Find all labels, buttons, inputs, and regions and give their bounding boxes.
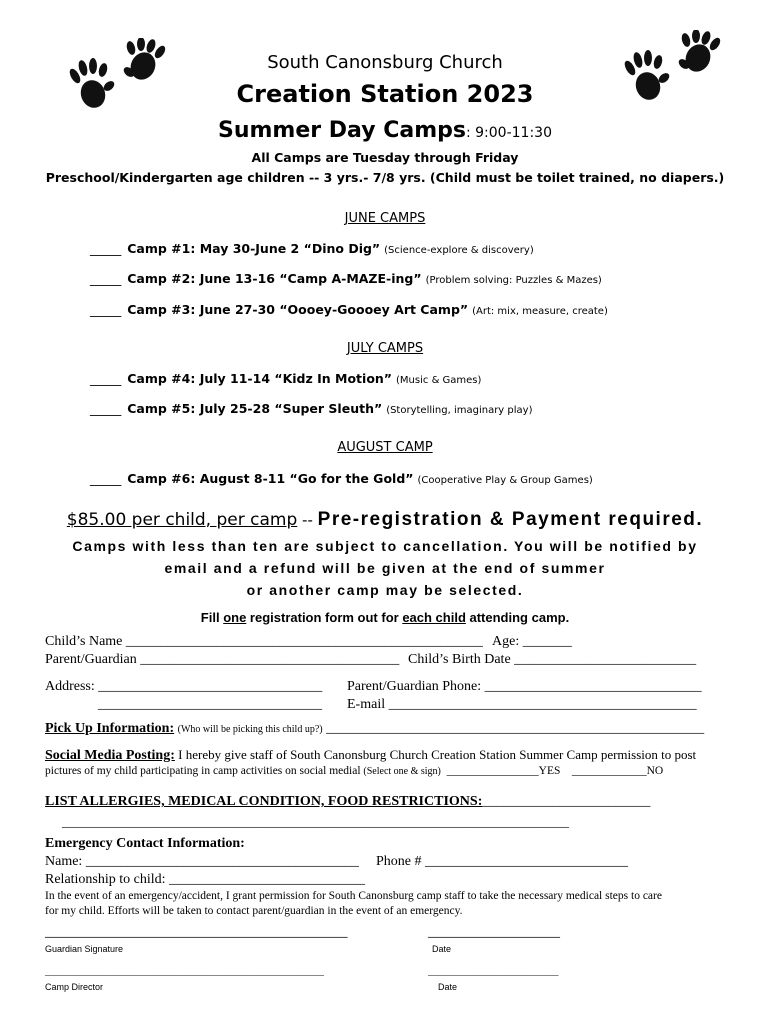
social-text-2: pictures of my child participating in camp activities on social medial bbox=[45, 765, 361, 777]
schedule-line: All Camps are Tuesday through Friday bbox=[251, 150, 519, 165]
price-dash: -- bbox=[297, 511, 318, 529]
camp-note: (Storytelling, imaginary play) bbox=[386, 405, 533, 416]
camp-label: Camp #3: June 27-30 “Oooey-Goooey Art Camp” bbox=[127, 302, 469, 317]
camp-blank[interactable]: _____ bbox=[90, 471, 122, 486]
camp-blank[interactable]: _____ bbox=[90, 371, 122, 386]
allergies-row bbox=[45, 794, 650, 810]
director-signature-field[interactable]: ______________________________________________________________ bbox=[45, 967, 324, 977]
camp-label: Camp #6: August 8-11 “Go for the Gold” bbox=[127, 471, 414, 486]
cancel-note-2: email and a refund will be given at the end of summer bbox=[164, 560, 606, 576]
camp-row bbox=[90, 371, 481, 386]
camp-blank[interactable]: _____ bbox=[90, 302, 122, 317]
cancel-note-3: or another camp may be selected. bbox=[246, 582, 524, 598]
fill-mid: registration form out for bbox=[246, 610, 403, 625]
camp-row bbox=[90, 271, 602, 286]
director-signature-label: Camp Director bbox=[45, 982, 104, 992]
fill-one: one bbox=[223, 610, 247, 625]
pickup-row bbox=[45, 721, 704, 737]
pickup-note: (Who will be picking this child up?) bbox=[177, 724, 323, 735]
camp-row bbox=[90, 241, 534, 256]
subtitle-camps: Summer Day Camps bbox=[218, 118, 466, 143]
camp-row bbox=[90, 401, 532, 416]
june-heading: JUNE CAMPS bbox=[344, 211, 426, 226]
camp-note: (Science-explore & discovery) bbox=[384, 245, 534, 256]
camp-blank[interactable]: _____ bbox=[90, 241, 122, 256]
pickup-field[interactable]: ______________________________________________________ bbox=[326, 721, 705, 736]
consent-text-2: for my child. Efforts will be taken to contact parent/guardian in the event of an emergency. bbox=[45, 905, 463, 917]
camp-blank[interactable]: _____ bbox=[90, 401, 122, 416]
social-label: Social Media Posting: bbox=[45, 748, 175, 763]
august-heading: AUGUST CAMP bbox=[337, 440, 433, 455]
fill-each: each child bbox=[402, 610, 466, 625]
social-text: I hereby give staff of South Canonsburg Church Creation Station Summer Camp permission to post bbox=[174, 747, 697, 762]
camp-label: Camp #4: July 11-14 “Kidz In Motion” bbox=[127, 371, 393, 386]
camp-row bbox=[90, 471, 593, 486]
fill-instruction bbox=[0, 610, 770, 625]
camp-note: (Music & Games) bbox=[396, 375, 482, 386]
address-field[interactable]: Address: ________________________________ bbox=[45, 679, 323, 694]
director-date-field[interactable]: _____________________________ bbox=[428, 967, 559, 977]
guardian-signature-field[interactable]: _______________________________________________________ bbox=[45, 927, 348, 939]
guardian-date-field[interactable]: ________________________ bbox=[428, 927, 560, 939]
allergies-field[interactable]: ________________________ bbox=[482, 794, 651, 809]
age-field[interactable]: Age: _______ bbox=[492, 634, 572, 649]
cancel-note-1: Camps with less than ten are subject to cancellation. You will be notified by bbox=[72, 538, 698, 554]
church-name: South Canonsburg Church bbox=[267, 52, 503, 73]
subtitle-time: : 9:00-11:30 bbox=[465, 125, 552, 141]
prereg-notice: Pre-registration & Payment required. bbox=[317, 509, 704, 530]
guardian-date-label: Date bbox=[432, 944, 452, 954]
guardian-signature-label: Guardian Signature bbox=[45, 944, 124, 954]
director-date-label: Date bbox=[438, 982, 458, 992]
july-heading: JULY CAMPS bbox=[346, 341, 424, 356]
camp-row bbox=[90, 302, 608, 317]
child-name-field[interactable]: Child’s Name ___________________________________________________ bbox=[45, 634, 483, 649]
social-row bbox=[45, 747, 696, 764]
social-no-field[interactable]: _____________NO bbox=[571, 765, 664, 777]
price-line bbox=[0, 509, 770, 531]
pickup-label: Pick Up Information: bbox=[45, 721, 175, 736]
relationship-field[interactable]: Relationship to child: ____________________________ bbox=[45, 872, 366, 887]
consent-text: In the event of an emergency/accident, I grant permission for South Canonsburg camp staff to take the necessary medical steps to care bbox=[45, 890, 662, 902]
parent-phone-field[interactable]: Parent/Guardian Phone: _______________________________ bbox=[347, 679, 702, 694]
camp-label: Camp #5: July 25-28 “Super Sleuth” bbox=[127, 401, 383, 416]
camp-label: Camp #2: June 13-16 “Camp A-MAZE-ing” bbox=[127, 271, 422, 286]
allergies-label: LIST ALLERGIES, MEDICAL CONDITION, FOOD RESTRICTIONS: bbox=[45, 794, 483, 809]
age-line: Preschool/Kindergarten age children -- 3 yrs.- 7/8 yrs. (Child must be toilet trained, no diapers.) bbox=[45, 170, 725, 185]
emergency-name-field[interactable]: Name: _______________________________________ bbox=[45, 854, 359, 869]
camp-blank[interactable]: _____ bbox=[90, 271, 122, 286]
camp-label: Camp #1: May 30-June 2 “Dino Dig” bbox=[127, 241, 381, 256]
birth-date-field[interactable]: Child’s Birth Date __________________________ bbox=[408, 652, 697, 667]
address-line-2[interactable]: ________________________________ bbox=[98, 697, 322, 712]
camp-note: (Cooperative Play & Group Games) bbox=[417, 475, 593, 486]
price-amount: $85.00 per child, per camp bbox=[66, 510, 298, 530]
social-row-2 bbox=[45, 765, 663, 777]
camp-note: (Art: mix, measure, create) bbox=[472, 306, 608, 317]
social-select-note: (Select one & sign) bbox=[363, 766, 441, 777]
fill-pre: Fill bbox=[200, 610, 224, 625]
social-yes-field[interactable]: ________________YES bbox=[446, 765, 561, 777]
page-title: Creation Station 2023 bbox=[236, 80, 534, 108]
camp-note: (Problem solving: Puzzles & Mazes) bbox=[425, 275, 602, 286]
emergency-phone-field[interactable]: Phone # _____________________________ bbox=[376, 854, 628, 869]
parent-field[interactable]: Parent/Guardian _____________________________________ bbox=[45, 652, 400, 667]
emergency-heading: Emergency Contact Information: bbox=[45, 836, 245, 851]
allergies-line-2[interactable]: ______________________________________________________________________________ bbox=[62, 814, 569, 829]
email-field[interactable]: E-mail ____________________________________________ bbox=[347, 697, 697, 712]
fill-post: attending camp. bbox=[465, 610, 570, 625]
page-subtitle bbox=[0, 118, 770, 143]
